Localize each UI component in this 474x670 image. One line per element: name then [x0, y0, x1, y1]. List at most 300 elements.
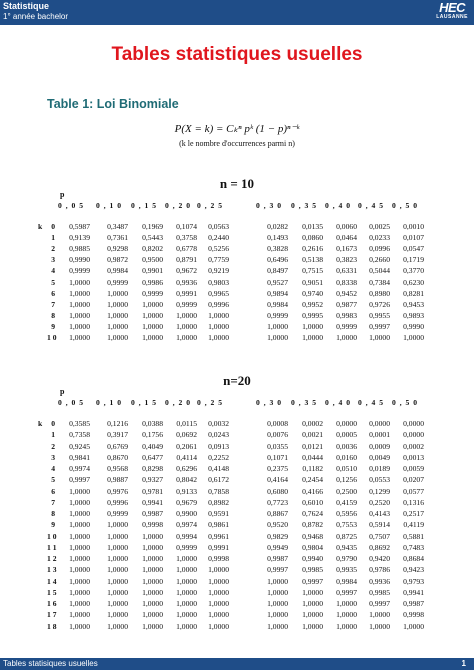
p-value-header: 0 , 1 5: [131, 398, 157, 407]
probability-cell: 1,0000: [302, 587, 323, 597]
probability-cell: 0,0464: [336, 233, 357, 243]
probability-cell: 0,9985: [302, 565, 323, 575]
probability-cell: 1,0000: [69, 587, 90, 597]
probability-cell: 0,9955: [369, 310, 390, 320]
probability-cell: 0,9985: [369, 587, 390, 597]
probability-cell: 1,0000: [208, 565, 229, 575]
probability-cell: 0,3758: [176, 233, 197, 243]
probability-cell: 0,9219: [208, 266, 229, 276]
p-value-header: 0 , 2 0: [165, 201, 191, 210]
probability-cell: 0,9999: [176, 542, 197, 552]
k-value: 1 3: [47, 565, 57, 575]
probability-cell: 1,0000: [267, 621, 288, 631]
probability-cell: 1,0000: [302, 333, 323, 342]
probability-cell: 0,9941: [142, 497, 163, 507]
probability-cell: 1,0000: [107, 599, 128, 608]
probability-cell: 1,0000: [107, 333, 128, 342]
probability-cell: 1,0000: [142, 587, 163, 597]
k-value: 5: [51, 475, 55, 485]
probability-cell: 0,9245: [69, 441, 90, 451]
p-value-header: 0 , 0 5: [58, 201, 84, 210]
probability-cell: 1,0000: [69, 497, 90, 507]
probability-cell: 0,9935: [336, 565, 357, 575]
probability-cell: 0,0107: [403, 233, 424, 243]
probability-cell: 0,5256: [208, 244, 229, 254]
probability-cell: 1,0000: [142, 599, 163, 608]
probability-cell: 1,0000: [336, 333, 357, 342]
probability-cell: 0,9976: [107, 486, 128, 496]
p-value-header: 0 , 1 0: [96, 398, 122, 407]
table-row: [0, 520, 474, 531]
probability-cell: 0,0388: [142, 419, 163, 428]
probability-cell: 0,9841: [69, 452, 90, 462]
probability-cell: 1,0000: [107, 554, 128, 563]
probability-cell: 0,9887: [107, 475, 128, 485]
probability-cell: 0,0060: [336, 222, 357, 231]
probability-cell: 0,9940: [302, 554, 323, 563]
probability-cell: 0,9998: [403, 610, 424, 620]
p-value-header: 0 , 2 0: [165, 398, 191, 407]
probability-cell: 0,9872: [107, 255, 128, 265]
probability-cell: 0,6778: [176, 244, 197, 254]
probability-cell: 0,9861: [208, 520, 229, 530]
k-value: 1 0: [47, 531, 57, 541]
probability-cell: 0,6296: [176, 464, 197, 473]
probability-cell: 1,0000: [176, 321, 197, 331]
probability-cell: 1,0000: [267, 333, 288, 342]
probability-cell: 0,0000: [403, 419, 424, 428]
k-value: 4: [51, 464, 55, 473]
probability-cell: 0,9591: [208, 509, 229, 518]
probability-cell: 0,1316: [403, 497, 424, 507]
probability-cell: 1,0000: [403, 621, 424, 631]
table-row: [0, 565, 474, 576]
probability-cell: 1,0000: [69, 554, 90, 563]
table-row: [0, 599, 474, 610]
probability-cell: 0,9974: [69, 464, 90, 473]
probability-cell: 0,0002: [302, 419, 323, 428]
probability-cell: 1,0000: [267, 599, 288, 608]
probability-cell: 1,0000: [142, 610, 163, 620]
footer-title: Tables statisiques usuelles: [3, 659, 98, 668]
probability-cell: 1,0000: [142, 576, 163, 586]
probability-cell: 0,0243: [208, 430, 229, 440]
probability-cell: 1,0000: [107, 321, 128, 331]
probability-cell: 1,0000: [69, 621, 90, 631]
table-row: [0, 543, 474, 554]
probability-cell: 0,1071: [267, 452, 288, 462]
probability-cell: 1,0000: [69, 610, 90, 620]
probability-cell: 1,0000: [107, 531, 128, 541]
probability-cell: 0,7553: [336, 520, 357, 530]
k-value: 5: [51, 277, 55, 287]
probability-cell: 0,8982: [208, 497, 229, 507]
probability-cell: 1,0000: [107, 542, 128, 552]
probability-cell: 0,9997: [369, 321, 390, 331]
k-value: 1 6: [47, 599, 57, 608]
probability-cell: 1,0000: [176, 587, 197, 597]
table-row: [0, 554, 474, 565]
probability-cell: 0,9804: [302, 542, 323, 552]
probability-cell: 0,5881: [403, 531, 424, 541]
probability-cell: 0,8298: [142, 464, 163, 473]
probability-cell: 0,9999: [336, 321, 357, 331]
probability-cell: 1,0000: [69, 299, 90, 309]
probability-cell: 0,9679: [176, 497, 197, 507]
probability-cell: 1,0000: [208, 576, 229, 586]
probability-cell: 0,9984: [336, 576, 357, 586]
probability-cell: 0,4148: [208, 464, 229, 473]
probability-cell: 1,0000: [142, 299, 163, 309]
probability-cell: 0,0115: [176, 419, 197, 428]
probability-cell: 1,0000: [107, 587, 128, 597]
probability-cell: 0,9500: [142, 255, 163, 265]
probability-cell: 0,6230: [403, 277, 424, 287]
probability-cell: 0,0049: [369, 452, 390, 462]
probability-cell: 0,9803: [208, 277, 229, 287]
probability-cell: 0,0121: [302, 441, 323, 451]
probability-cell: 0,0860: [302, 233, 323, 243]
probability-cell: 0,3585: [69, 419, 90, 428]
p-value-header: 0 , 2 5: [197, 201, 223, 210]
probability-cell: 0,1969: [142, 222, 163, 231]
probability-cell: 0,0563: [208, 222, 229, 231]
probability-cell: 1,0000: [69, 486, 90, 496]
probability-cell: 1,0000: [208, 333, 229, 342]
probability-cell: 0,5044: [369, 266, 390, 276]
probability-cell: 0,0002: [403, 441, 424, 451]
probability-cell: 1,0000: [142, 621, 163, 631]
probability-cell: 0,7361: [107, 233, 128, 243]
k-value: 9: [51, 520, 55, 530]
probability-cell: 0,8782: [302, 520, 323, 530]
probability-cell: 0,0008: [267, 419, 288, 428]
probability-cell: 0,8202: [142, 244, 163, 254]
probability-cell: 0,9936: [369, 576, 390, 586]
table-row: [0, 577, 474, 588]
table-row: [0, 300, 474, 311]
table-row: [0, 333, 474, 344]
probability-cell: 1,0000: [208, 621, 229, 631]
probability-cell: 0,9987: [267, 554, 288, 563]
probability-cell: 0,9568: [107, 464, 128, 473]
probability-cell: 0,9961: [208, 531, 229, 541]
probability-cell: 0,6769: [107, 441, 128, 451]
probability-cell: 1,0000: [107, 520, 128, 530]
probability-cell: 0,9991: [208, 542, 229, 552]
probability-cell: 0,8281: [403, 288, 424, 298]
probability-cell: 0,0444: [302, 452, 323, 462]
probability-cell: 0,9999: [107, 509, 128, 518]
p-value-header: 0 , 2 5: [197, 398, 223, 407]
k-value: 7: [51, 497, 55, 507]
probability-cell: 0,9987: [403, 599, 424, 608]
probability-cell: 0,6172: [208, 475, 229, 485]
probability-cell: 0,9984: [107, 266, 128, 276]
probability-cell: 0,9885: [69, 244, 90, 254]
probability-cell: 1,0000: [267, 321, 288, 331]
probability-cell: 0,9984: [267, 299, 288, 309]
probability-cell: 0,4164: [267, 475, 288, 485]
table-n-title: n=20: [223, 373, 251, 388]
logo-line2: LAUSANNE: [436, 14, 468, 20]
probability-cell: 1,0000: [336, 599, 357, 608]
probability-cell: 0,2454: [302, 475, 323, 485]
probability-cell: 0,8670: [107, 452, 128, 462]
k-value: 1 1: [47, 542, 57, 552]
probability-cell: 0,0553: [369, 475, 390, 485]
probability-cell: 0,4166: [302, 486, 323, 496]
probability-cell: 0,9997: [267, 565, 288, 575]
probability-cell: 1,0000: [208, 610, 229, 620]
probability-cell: 0,7624: [302, 509, 323, 518]
probability-cell: 0,0189: [369, 464, 390, 473]
k-value: 2: [51, 441, 55, 451]
k-value: 1: [51, 233, 55, 243]
probability-cell: 0,1216: [107, 419, 128, 428]
hec-logo: [436, 1, 468, 21]
probability-cell: 1,0000: [69, 520, 90, 530]
p-value-header: 0 , 1 5: [131, 201, 157, 210]
probability-cell: 0,9520: [267, 520, 288, 530]
probability-cell: 0,7723: [267, 497, 288, 507]
logo-line1: HEC: [439, 0, 466, 15]
probability-cell: 0,9423: [403, 565, 424, 575]
probability-cell: 0,9453: [403, 299, 424, 309]
k-value: 0: [51, 222, 55, 231]
probability-cell: 1,0000: [107, 565, 128, 575]
k-value: 7: [51, 299, 55, 309]
probability-cell: 0,0577: [403, 486, 424, 496]
probability-cell: 0,4143: [369, 509, 390, 518]
probability-cell: 1,0000: [176, 576, 197, 586]
probability-cell: 1,0000: [142, 542, 163, 552]
p-value-header: 0 , 4 5: [358, 201, 384, 210]
probability-cell: 0,8684: [403, 554, 424, 563]
probability-cell: 1,0000: [107, 576, 128, 586]
probability-cell: 0,9793: [403, 576, 424, 586]
probability-cell: 0,9997: [302, 576, 323, 586]
probability-cell: 0,0160: [336, 452, 357, 462]
probability-cell: 0,9420: [369, 554, 390, 563]
p-label: p: [60, 387, 65, 396]
probability-cell: 1,0000: [107, 299, 128, 309]
probability-cell: 1,0000: [107, 288, 128, 298]
probability-cell: 1,0000: [69, 531, 90, 541]
table-row: [0, 442, 474, 453]
probability-cell: 0,8791: [176, 255, 197, 265]
probability-cell: 0,0000: [369, 419, 390, 428]
table-row: [0, 233, 474, 244]
table-row: [0, 464, 474, 475]
probability-cell: 1,0000: [142, 554, 163, 563]
probability-cell: 0,9996: [208, 299, 229, 309]
probability-cell: 0,0009: [369, 441, 390, 451]
table-subtitle: Table 1: Loi Binomiale: [47, 97, 179, 111]
probability-cell: 1,0000: [302, 599, 323, 608]
probability-cell: 0,9999: [267, 310, 288, 320]
probability-cell: 0,0547: [403, 244, 424, 254]
probability-cell: 1,0000: [176, 621, 197, 631]
probability-cell: 1,0000: [369, 621, 390, 631]
probability-cell: 0,1074: [176, 222, 197, 231]
probability-cell: 0,0005: [336, 430, 357, 440]
probability-cell: 1,0000: [69, 542, 90, 552]
p-header-row: [0, 201, 474, 212]
probability-cell: 0,2252: [208, 452, 229, 462]
probability-cell: 0,2061: [176, 441, 197, 451]
p-value-header: 0 , 3 5: [291, 201, 317, 210]
probability-cell: 0,5914: [369, 520, 390, 530]
probability-cell: 0,0059: [403, 464, 424, 473]
probability-cell: 0,9527: [267, 277, 288, 287]
probability-cell: 0,9051: [302, 277, 323, 287]
probability-cell: 1,0000: [336, 610, 357, 620]
probability-cell: 0,2375: [267, 464, 288, 473]
probability-cell: 0,1673: [336, 244, 357, 254]
table-row: [0, 430, 474, 441]
probability-cell: 1,0000: [142, 531, 163, 541]
probability-cell: 0,7515: [302, 266, 323, 276]
probability-cell: 0,4114: [176, 452, 197, 462]
probability-cell: 0,5138: [302, 255, 323, 265]
probability-cell: 0,1756: [142, 430, 163, 440]
probability-cell: 1,0000: [302, 621, 323, 631]
probability-cell: 1,0000: [69, 288, 90, 298]
k-value: 8: [51, 509, 55, 518]
k-value: 1 8: [47, 621, 57, 631]
table-row: [0, 509, 474, 520]
probability-cell: 0,7759: [208, 255, 229, 265]
probability-cell: 0,9998: [208, 554, 229, 563]
probability-cell: 0,9994: [176, 531, 197, 541]
k-value: 1 7: [47, 610, 57, 620]
k-value: 9: [51, 321, 55, 331]
table-row: [0, 487, 474, 498]
probability-cell: 0,9133: [176, 486, 197, 496]
probability-cell: 0,8338: [336, 277, 357, 287]
probability-cell: 0,1493: [267, 233, 288, 243]
k-value: 1 0: [47, 333, 57, 342]
probability-cell: 0,9327: [142, 475, 163, 485]
probability-cell: 0,9781: [142, 486, 163, 496]
probability-cell: 0,0233: [369, 233, 390, 243]
course-level: 1° année bachelor: [3, 12, 69, 21]
formula-note: (k le nombre d'occurrences parmi n): [179, 139, 295, 148]
table-n-title: n = 10: [219, 176, 255, 191]
probability-cell: 0,0996: [369, 244, 390, 254]
table-row: [0, 419, 474, 430]
k-value: 1: [51, 430, 55, 440]
table-row: [0, 453, 474, 464]
probability-cell: 0,0025: [369, 222, 390, 231]
probability-cell: 0,9996: [107, 497, 128, 507]
probability-cell: 0,9974: [176, 520, 197, 530]
probability-cell: 1,0000: [336, 621, 357, 631]
header-bar: [0, 0, 474, 25]
table-row: [0, 622, 474, 633]
probability-cell: 0,0010: [403, 222, 424, 231]
probability-cell: 0,4049: [142, 441, 163, 451]
probability-cell: 0,9997: [69, 475, 90, 485]
p-value-header: 0 , 5 0: [392, 201, 418, 210]
table-row: [0, 278, 474, 289]
probability-cell: 0,9986: [142, 277, 163, 287]
table-row: [0, 322, 474, 333]
probability-cell: 0,9900: [176, 509, 197, 518]
probability-cell: 0,9987: [142, 509, 163, 518]
probability-cell: 0,7858: [208, 486, 229, 496]
probability-cell: 0,2660: [369, 255, 390, 265]
course-title: Statistique: [3, 1, 50, 11]
probability-cell: 1,0000: [302, 610, 323, 620]
probability-cell: 0,0355: [267, 441, 288, 451]
probability-cell: 1,0000: [69, 599, 90, 608]
probability-cell: 1,0000: [142, 565, 163, 575]
probability-cell: 0,2440: [208, 233, 229, 243]
probability-cell: 0,9877: [336, 299, 357, 309]
probability-cell: 0,9999: [69, 266, 90, 276]
probability-cell: 0,9983: [336, 310, 357, 320]
probability-cell: 0,9435: [336, 542, 357, 552]
table-row: [0, 475, 474, 486]
probability-cell: 1,0000: [302, 321, 323, 331]
probability-cell: 0,9999: [142, 288, 163, 298]
probability-cell: 0,6477: [142, 452, 163, 462]
probability-cell: 0,3823: [336, 255, 357, 265]
binomial-formula: P(X = k) = Cₖⁿ pᵏ (1 − p)ⁿ⁻ᵏ: [174, 123, 300, 135]
probability-cell: 0,9298: [107, 244, 128, 254]
probability-cell: 1,0000: [142, 333, 163, 342]
k-value: 6: [51, 486, 55, 496]
probability-cell: 0,7507: [369, 531, 390, 541]
probability-cell: 0,0021: [302, 430, 323, 440]
table-row: [0, 610, 474, 621]
k-value: 6: [51, 288, 55, 298]
p-value-header: 0 , 5 0: [392, 398, 418, 407]
table-row: [0, 266, 474, 277]
table-row: [0, 244, 474, 255]
probability-cell: 0,0692: [176, 430, 197, 440]
probability-cell: 0,9999: [107, 277, 128, 287]
probability-cell: 0,9672: [176, 266, 197, 276]
probability-cell: 1,0000: [69, 333, 90, 342]
probability-cell: 0,9740: [302, 288, 323, 298]
p-label: p: [60, 190, 65, 199]
probability-cell: 1,0000: [69, 310, 90, 320]
probability-cell: 1,0000: [69, 277, 90, 287]
probability-cell: 0,5443: [142, 233, 163, 243]
probability-cell: 1,0000: [208, 599, 229, 608]
k-value: 1 5: [47, 587, 57, 597]
probability-cell: 0,0001: [369, 430, 390, 440]
probability-cell: 0,5987: [69, 222, 90, 231]
probability-cell: 0,9998: [142, 520, 163, 530]
p-value-header: 0 , 4 5: [358, 398, 384, 407]
probability-cell: 1,0000: [176, 565, 197, 575]
k-value: 4: [51, 266, 55, 276]
table-row: [0, 222, 474, 233]
probability-cell: 0,9726: [369, 299, 390, 309]
probability-cell: 1,0000: [69, 576, 90, 586]
probability-cell: 0,0510: [336, 464, 357, 473]
probability-cell: 0,1182: [302, 464, 323, 473]
probability-cell: 0,0282: [267, 222, 288, 231]
probability-cell: 0,2500: [336, 486, 357, 496]
probability-cell: 0,5956: [336, 509, 357, 518]
probability-cell: 0,9997: [369, 599, 390, 608]
k-label: k: [38, 222, 43, 231]
